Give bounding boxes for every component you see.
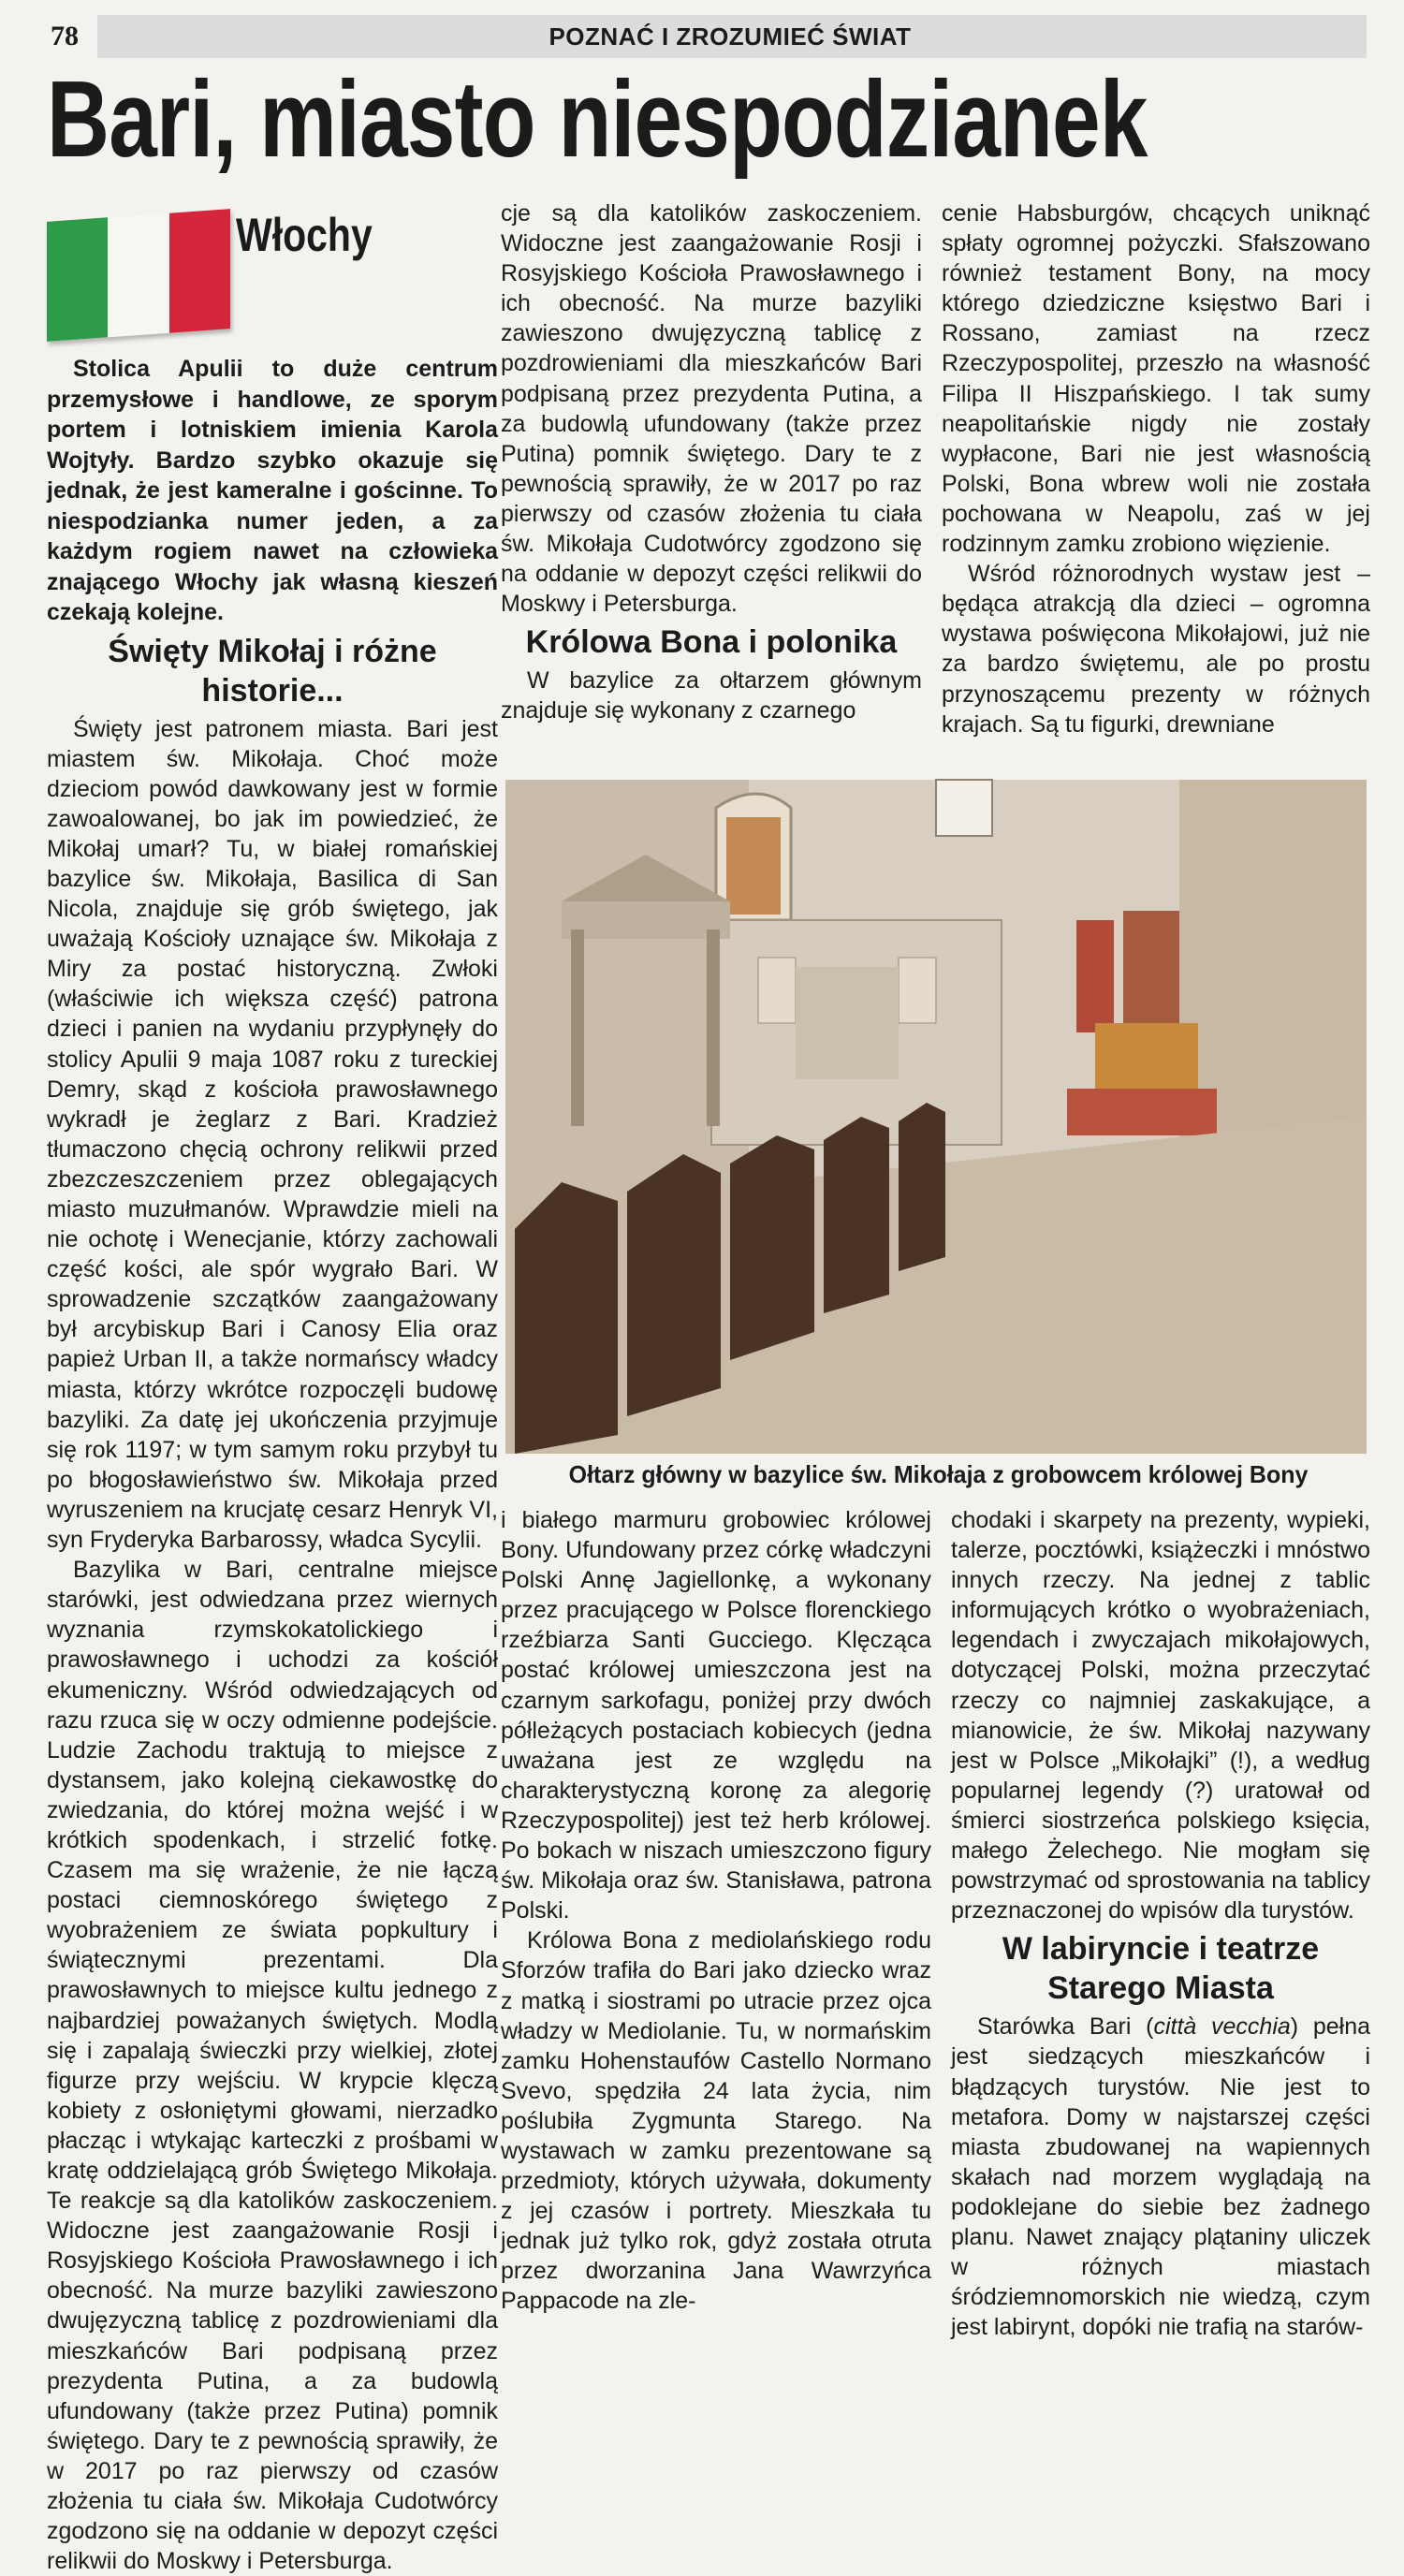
paragraph-continued: cje są dla katolików zaskoczeniem. Widoczne jest zaangażowanie Rosji i Rosyjskiego Kościoła Prawosławnego i ich obecność. Na murze bazyliki zawieszono dwujęzyczną tablicę z pozdrowieniami dla mieszkańców Bari podpisaną przez prezydenta Putina, a za budowlą ufundowany (także przez Putina) pomnik świętego. Dary te z pewnością sprawiły, że w 2017 po raz pierwszy od czasów złożenia tu ciała św. Mikołaja Cudotwórcy zgodzono się na oddanie w depozyt części relikwii do Moskwy i Petersburga. xyxy=(501,200,922,618)
flag-white-stripe xyxy=(108,213,168,338)
paragraph-continued: chodaki i skarpety na prezenty, wypieki, talerze, pocztówki, książeczki i mnóstwo innych rzeczy. Na jednej z tablic informujących krótko o wyobrażeniach, legendach i zwyczajach mikołajowych, dotyczącej Polski, można przeczytać rzeczy co najmniej zaskakujące, a mianowicie, że św. Mikołaj nazywany jest w Polsce „Mikołajki” (!), a według popularnej legendy (?) uratował od śmierci siostrzeńca polskiego księcia, małego Żelechego. Nie mogłam się powstrzymać od sprostowania na tablicy przeznaczonej do wpisów dla turystów. xyxy=(951,1507,1370,1925)
text-span: ) pełna jest siedzących mieszkańców i błądzących turystów. Nie jest to metafora. Domy w najstarszej części miasta zbudowanej na wapiennych skałach nad morzem wyglądają na podoklejane do siebie bez żadnego planu. Nawet znający plątaniny uliczek w różnych miastach śródziemnomorskich nie wiedzą, czym jest labirynt, dopóki nie trafią na starów- xyxy=(951,2013,1370,2341)
page-number: 78 xyxy=(47,15,97,58)
subheading-labirynt: W labiryncie i teatrze Starego Miasta xyxy=(1002,1931,1320,2007)
country-label: Włochy xyxy=(236,209,373,261)
paragraph: W bazylice za ołtarzem głównym znajduje się wykonany z czarnego xyxy=(501,667,922,724)
lead-paragraph: Stolica Apulii to duże centrum przemysłowe i handlowe, ze sporym portem i lotniskiem imienia Karola Wojtyły. Bardzo szybko okazuje się jednak, że jest kameralne i gościnne. To niespodzianka numer jeden, a za każdym rogiem nawet na człowieka znającego Włochy jak własną kieszeń czekają kolejne. xyxy=(47,356,498,625)
column-2-bottom xyxy=(501,1505,931,2317)
flag-green-stripe xyxy=(47,217,108,342)
article-title: Bari, miasto niespodzianek xyxy=(47,58,1148,180)
column-3-top xyxy=(942,198,1370,760)
paragraph: Bazylika w Bari, centralne miejsce starówki, jest odwiedzana przez wiernych wyznania rzymskokatolickiego i prawosławnego i uchodzi za kościół ekumeniczny. Wśród odwiedzających od razu rzuca się w oczy odmienne podejście. Ludzie Zachodu traktują to miejsce z dystansem, jako kolejną ciekawostkę do zwiedzania, do której można wejść i w krótkich spodenkach, i strzelić fotkę. Czasem ma się wrażenie, że nie łączą postaci ciemnoskórego świętego z wyobrażeniem ze świata popkultury i świątecznymi prezentami. Dla prawosławnych to miejsce kultu jednego z najbardziej poważanych świętych. Modlą się i zapalają świeczki przy wielkiej, złotej figurze przy wejściu. W krypcie klęczą kobiety z osłoniętymi głowami, nierzadko płacząc i wtykając karteczki z prośbami w kratę oddzielającą grób Świętego Mikołaja. Te reakcje są dla katolików zaskoczeniem. Widoczne jest zaangażowanie Rosji i Rosyjskiego Kościoła Prawosławnego i ich obecność. Na murze bazyliki zawieszono dwujęzyczną tablicę z pozdrowieniami dla mieszkańców Bari podpisaną przez prezydenta Putina, a za budowlą ufundowany (także przez Putina) pomnik świętego. Dary te z pewnością sprawiły, że w 2017 po raz pierwszy od czasów złożenia tu ciała św. Mikołaja Cudotwórcy zgodzono się na oddanie w depozyt części relikwii do Moskwy i Petersburga. xyxy=(47,1557,498,2575)
paragraph: Święty jest patronem miasta. Bari jest miastem św. Mikołaja. Choć może dzieciom powód dawkowany jest w formie zawoalowanej, bo jak im powiedzieć, że Mikołaj umarł? Tu, w białej romańskiej bazylice św. Mikołaja, Basilica di San Nicola, znajduje się grób świętego, jak uważają Kościoły uznające św. Mikołaja z Miry za postać historyczną. Zwłoki (właściwie ich większa część) patrona dzieci i panien na wydaniu przypłynęły do stolicy Apulii 9 maja 1087 roku z tureckiej Demry, skąd z kościoła prawosławnego wykradł je żeglarz z Bari. Kradzież tłumaczono chęcią ochrony relikwii przed zbezczeszczeniem przez oblegających miasto muzułmanów. Wprawdzie mieli na nie ochotę i Wenecjanie, którzy zachowali część kości, ale spór wygrało Bari. W sprowadzenie szczątków zaangażowany był arcybiskup Bari i Canosy Elia oraz papież Urban II, a także normańscy władcy miasta, którzy wkrótce rozpoczęli budowę bazyliki. Za datę jej ukończenia przyjmuje się rok 1197; w tym samym roku przybył tu po błogosławieństwo św. Mikołaja przed wyruszeniem na krucjatę cesarz Henryk VI, syn Fryderyka Barbarossy, władca Sycylii. xyxy=(47,715,498,1554)
italic-span: città vecchia xyxy=(1153,2013,1291,2041)
text-span: Starówka Bari ( xyxy=(977,2013,1154,2041)
photo-caption: Ołtarz główny w bazylice św. Mikołaja z grobowcem królowej Bony xyxy=(568,1460,1309,1488)
subheading-krolowa-bona: Królowa Bona i polonika xyxy=(525,624,898,661)
paragraph: Wśród różnorodnych wystaw jest – będąca atrakcją dla dzieci – ogromna wystawa poświęcona Mikołajowi, już nie za bardzo świętemu, ale po prostu przynoszącemu prezenty w różnych krajach. Są tu figurki, drewniane xyxy=(942,561,1370,738)
section-title: POZNAĆ I ZROZUMIEĆ ŚWIAT xyxy=(548,22,912,51)
column-3-bottom xyxy=(951,1505,1370,2342)
italian-flag-icon xyxy=(47,209,230,342)
paragraph-continued: i białego marmuru grobowiec królowej Bony. Ufundowany przez córkę władczyni Polski Annę Jagiellonkę, a wykonany przez pracującego w Polsce florenckiego rzeźbiarza Santi Gucciego. Klęcząca postać królowej umieszczona jest na czarnym sarkofagu, poniżej przy dwóch półleżących postaciach kobiecych (jedna uważana jest ze względu na charakterystyczną koronę za alegorię Rzeczypospolitej) jest też herb królowej. Po bokach w niszach umieszczono figury św. Mikołaja oraz św. Stanisława, patrona Polski. xyxy=(501,1507,931,1925)
flag-red-stripe xyxy=(169,209,230,333)
paragraph xyxy=(951,2012,1370,2342)
column-2-top xyxy=(501,198,922,741)
paragraph-continued: cenie Habsburgów, chcących uniknąć spłaty ogromnej pożyczki. Sfałszowano również testament Bony, na mocy którego dziedziczne księstwo Bari i Rossano, zamiast na rzecz Rzeczypospolitej, przeszło na własność Filipa II Hiszpańskiego. I tak sumy neapolitańskie nigdy nie zostały wypłacone, Bari nie jest własnością Polski, Bona wbrew woli nie została pochowana w Neapolu, zaś w jej rodzinnym zamku zrobiono więzienie. xyxy=(942,200,1370,558)
paragraph: Królowa Bona z mediolańskiego rodu Sforzów trafiła do Bari jako dziecko wraz z matką i siostrami po utracie przez ojca władzy w Mediolanie. Tu, w normańskim zamku Hohenstaufów Castello Normano Svevo, spędziła 24 lata życia, nim poślubiła Zygmunta Starego. Na wystawach w zamku prezentowane są przedmioty, których używała, dokumenty z jej czasów i portrety. Mieszkała tu jednak już tylko rok, gdyż została otruta przez dworzanina Jana Wawrzyńca Pappacode na zle- xyxy=(501,1927,931,2315)
subheading-swiety-mikolaj: Święty Mikołaj i różne historie... xyxy=(108,633,437,709)
column-1 xyxy=(47,354,498,2575)
altar-illustration xyxy=(505,780,1367,1454)
basilica-photo xyxy=(505,780,1367,1454)
